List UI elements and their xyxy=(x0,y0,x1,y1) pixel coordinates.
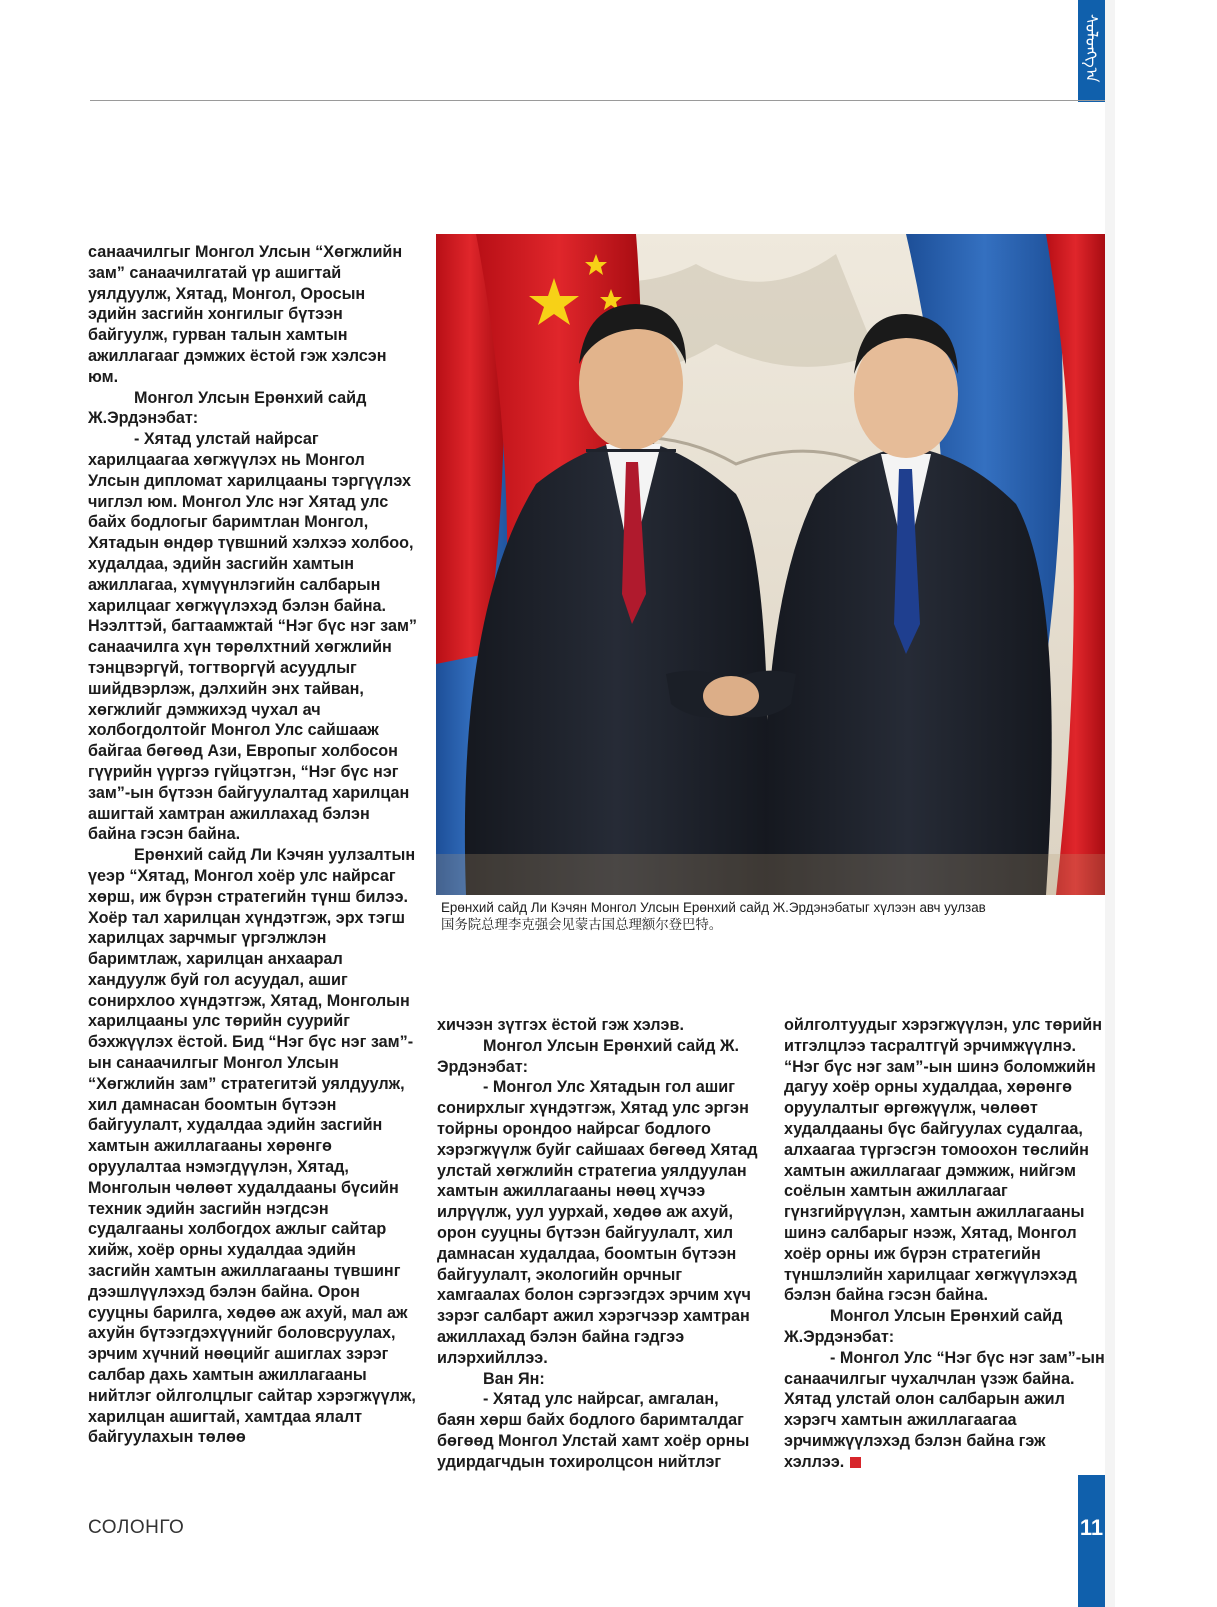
paragraph: санаачилгыг Монгол Улсын “Хөгжлийн зам” санаачилгатай үр ашигтай уялдуулж, Хятад, Монгол, Оросын эдийн засгийн хонгилыг бүтээн байгуулж, гурван талын хамтын ажиллагааг дэмжих ёстой гэж хэлсэн юм. xyxy=(88,243,403,386)
paragraph: - Хятад улстай найрсаг харилцаагаа хөгжүүлэх нь Монгол Улсын дипломат харилцааны тэргүүлэх чиглэл юм. Монгол Улс нэг Хятад улс байх бодлогыг баримтлан Монгол, Хятадын өндөр түвшний хэлхээ холбоо, худалдаа, эдийн засгийн хамтын ажиллагаа, хүмүүнлэгийн салбарын харилцааг хөгжүүлэхэд бэлэн байна. Нээлттэй, багтаамжтай “Нэг бүс нэг зам” санаачилга хүн төрөлхтний хөгжлийн тэнцвэргүй, тогтворгүй асуудлыг шийдвэрлэж, дэлхийн энх тайван, хөгжлийг дэмжихэд чухал ач холбогдолтойг Монгол Улс сайшааж байгаа бөгөөд Ази, Европыг холбосон гүүрийн үүргээ гүйцэтгэн, “Нэг бүс нэг зам”-ын бүтээн байгуулалтад харилцан ашигтай хамтран ажиллахад бэлэн байна гэсэн байна. xyxy=(88,430,418,844)
magazine-name: СОЛОНГО xyxy=(88,1517,185,1538)
paragraph: - Монгол Улс Хятадын гол ашиг сонирхлыг хүндэтгэж, Хятад улс эргэн тойрны орондоо найрсаг бодлого хэрэгжүүлж буйг сайшаах бөгөөд Хятад улстай хөгжлийн стратегиа уялдуулан хамтын ажиллагааны нөөц хүчээ илрүүлж, уул уурхай, хөдөө аж ахуй, орон сууцны бүтээн байгуулалт, хил дамнасан худалдаа, боомтын бүтээн байгуулалт, экологийн орчныг хамгаалах болон сэргээгдэх эрчим хүч зэрэг салбарт ажил хэрэгчээр хамтран ажиллахад бэлэн байна гэдгээ илэрхийллээ. xyxy=(437,1078,758,1367)
speaker-heading: Монгол Улсын Ерөнхий сайд Ж.Эрдэнэбат: xyxy=(88,388,367,428)
header-tab xyxy=(1078,0,1105,102)
page-edge-strip xyxy=(1105,0,1115,1607)
end-of-article-mark xyxy=(850,1457,861,1468)
page-number-tab xyxy=(1078,1475,1105,1607)
paragraph: ойлголтуудыг хэрэгжүүлэн, улс төрийн итгэлцлээ тасралтгүй эрчимжүүлнэ. “Нэг бүс нэг зам”-ын шинэ боломжийн дагуу хоёр орны худалдаа, хөрөнгө оруулалтыг өргөжүүлж, чөлөөт худалдааны бүс байгуулах судалгаа, алхаагаа түргэсгэн томоохон төслийн хамтын ажиллагааг дэмжиж, нийгэм соёлын хамтын ажиллагааг гүнзгийрүүлэн, хамтын ажиллагааны шинэ салбарыг нээж, Хятад, Монгол хоёр орны иж бүрэн стратегийн түншлэлийн харилцааг хөгжүүлэхэд бэлэн байна гэсэн байна. xyxy=(784,1016,1102,1305)
article-photo xyxy=(436,234,1105,895)
article-column-2 xyxy=(437,1015,759,1473)
paragraph: Ерөнхий сайд Ли Кэчян уулзалтын үеэр “Хятад, Монгол хоёр улс найрсаг хөрш, иж бүрэн стратегийн түнш билээ. Хоёр тал харилцан хүндэтгэж, эрх тэгш харилцах зарчмыг үргэлжлэн баримтлаж, харилцан анхаарал хандуулж буй гол асуудал, ашиг сонирхлоо хүндэтгэж, Хятад, Монголын харилцааны улс төрийн суурийг бэхжүүлэх ёстой. Бид “Нэг бүс нэг зам”-ын санаачилгыг Монгол Улсын “Хөгжлийн зам” стратегитэй уялдуулж, хил дамнасан боомтын бүтээн байгуулалт, худалдаа эдийн засгийн хамтын ажиллагааны хөрөнгө оруулалтаа нэмэгдүүлэн, Хятад, Монголын чөлөөт худалдааны бүсийн техник эдийн засгийн нэгдсэн судалгааны холбогдох ажлыг сайтар хийж, хоёр орны худалдаа эдийн засгийн хамтын ажиллагааны түвшинг дээшлүүлэхэд бэлэн байна. Орон сууцны барилга, хөдөө аж ахуй, мал аж ахуйн бүтээгдэхүүнийг боловсруулах, эрчим хүчний нөөцийг ашиглах зэрэг салбар дахь хамтын ажиллагааны нийтлэг ойлголцлыг сайтар хэрэгжүүлж, харилцан ашигтай, хамтдаа ялалт байгуулахын төлөө xyxy=(88,846,416,1447)
closing-paragraph-text: - Монгол Улс “Нэг бүс нэг зам”-ын санаачилгыг чухалчлан үзэж байна. Хятад улстай олон салбарын ажил хэрэгч хамтын ажиллагаагаа эрчимжүүлэхэд бэлэн байна гэж хэллээ. xyxy=(784,1348,1105,1471)
mongolian-script-logo: ᠰᠣᠯᠣᠩᠭ᠎ᠠ xyxy=(1082,14,1101,83)
caption-chinese: 国务院总理李克强会见蒙古国总理额尔登巴特。 xyxy=(441,917,723,932)
page-number: 11 xyxy=(1079,1515,1104,1540)
paragraph xyxy=(784,1348,1106,1473)
article-column-3 xyxy=(784,1015,1106,1473)
handshake-photo-illustration xyxy=(436,234,1105,895)
paragraph: хичээн зүтгэх ёстой гэж хэлэв. xyxy=(437,1016,684,1034)
caption-mongolian: Ерөнхий сайд Ли Кэчян Монгол Улсын Ерөнхий сайд Ж.Эрдэнэбатыг хүлээн авч уулзав xyxy=(441,900,986,915)
speaker-heading: Монгол Улсын Ерөнхий сайд Ж.Эрдэнэбат: xyxy=(784,1307,1063,1346)
paragraph: - Хятад улс найрсаг, амгалан, баян хөрш байх бодлого баримталдаг бөгөөд Монгол Улстай хамт хоёр орны удирдагчдын тохиролцсон нийтлэг xyxy=(437,1390,750,1471)
header-rule xyxy=(90,100,1105,101)
photo-caption xyxy=(441,899,1101,933)
article-column-1 xyxy=(88,242,418,1448)
speaker-heading: Ван Ян: xyxy=(483,1369,545,1388)
speaker-heading: Монгол Улсын Ерөнхий сайд Ж. Эрдэнэбат: xyxy=(437,1036,739,1076)
